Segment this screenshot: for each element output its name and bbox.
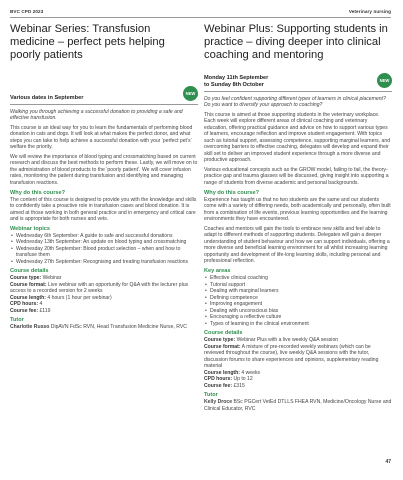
detail-key: Course format: [204,343,241,350]
detail-key: CPD hours: [204,376,233,383]
detail-key: Course type: [204,337,236,344]
intro: Do you feel confident supporting different types of learners in clinical placement? Do you want to diversify your approach to coaching? [204,95,386,109]
header-left: BVC CPD 2023 [10,9,44,14]
detail-key: Course length: [10,294,46,301]
list-item: • Wednesday 20th September: Blood product selection – when and how to transfuse them [16,246,198,259]
key-areas-list [204,275,392,327]
course-details [204,337,392,389]
section-heading: Webinar topics [10,225,50,232]
tutor-credentials: DipAVN FdSc RVN, Head Transfusion Medicine Nurse, RVC [49,324,187,331]
section-heading: Key areas [204,268,231,275]
new-badge: NEW [377,73,392,88]
detail-value: 4 hours (1 hour per webinar) [47,294,112,301]
course-body [204,96,392,412]
detail-value: Up to 12 [233,376,253,383]
tutor [10,324,198,331]
course-date [204,75,268,88]
intro: Walking you through achieving a successful donation to providing a safe and effective transfusion. [10,108,183,122]
course-title: Webinar Series: Transfusion medicine – perfect pets helping poorly patients [10,23,165,62]
tutor [204,399,392,412]
section-heading: Why do this course? [10,189,66,196]
course-title: Webinar Plus: Supporting students in practice – diving deeper into clinical coaching and mentoring [204,23,388,62]
list-item: • Defining competence [210,295,392,302]
detail-key: Course format: [10,281,47,288]
section-heading: Tutor [10,317,24,324]
detail-key: CPD hours: [10,301,39,308]
paragraph: We will review the importance of blood typing and crossmatching based on current research and discuss the best methods to perform these. Lastly, we will move on to the administration of blood products to the ‘poorly patient’. We will cover infusion rates, monitoring the patient during transfusion and identifying and managing transfusion reactions. [10,153,198,186]
detail-value: 4 [39,301,43,308]
date-line: to Sunday 8th October [204,82,264,89]
tutor-name: Kelly Droce [204,399,233,406]
detail-value: £119 [39,307,51,314]
paragraph: This course is aimed at those supporting students in the veterinary workplace. Each week will explore different areas of clinical coaching and veterinary education, offering practical guidance and advice on how to support various types of learners, encourage reflection and improve student engagement. With topics such as tutorial support, assessing competence, supporting marginal learners, and overcoming barriers to effective coaching, delegates will develop and expand their skill set to deliver an improved student experience through a more diverse and productive approach. [204,111,391,164]
list-item: • Dealing with unconscious bias [210,308,392,315]
tutor-credentials: BSc PGCert VetEd DTLLS FHEA RVN, Medicine/Oncology Nurse and Clinical Educator, RVC [204,399,392,412]
detail-value: £315 [233,382,245,389]
course-body [10,109,198,331]
detail-key: Course length: [204,369,240,376]
paragraph: Various educational concepts such as the GROW model, failing to fail, the theory-practice gap and trauma glasses will be discussed, giving insight into supporting a range of students from diverse academic and personal backgrounds. [204,166,389,186]
paragraph: The content of this course is designed to provide you with the knowledge and skills to confidently take a proactive role in transfusion cases and blood donation. It is aimed at those working in both general practice and in emergency and critical care and is appropriate for both nurses and vets. [10,196,197,223]
list-item: • Effective clinical coaching [210,275,392,282]
course-details [10,275,198,314]
paragraph: Coaches and mentors will gain the tools to embrace new skills and feel able to adapt to different methods of supporting students. Delegates will gain a deeper understanding of student behaviour and how we can support individuals, offering a more diverse and beneficial learning environment for all whilst increasing learning opportunity and development of life-long learning skills, including personal and professional reflection. [204,225,390,265]
date-band [204,69,392,92]
detail-key: Course type: [10,275,42,282]
topic-list [10,233,198,266]
list-item: • Dealing with marginal learners [210,288,392,295]
detail-key: Course fee: [10,307,39,314]
page-number: 47 [385,459,391,465]
detail-value: Webinar [42,275,62,282]
detail-value: A mixture of pre-recorded weekly webinars (which can be reviewed throughout the course), live weekly Q&A sessions with the tutor, discussion forums to share experiences and opinions, supplementary reading material [204,343,379,370]
section-heading: Tutor [204,392,218,399]
list-item: • Types of learning in the clinical environment [210,321,392,328]
list-item: • Wednesday 13th September: An update on blood typing and crossmatching [16,239,198,246]
list-item: • Wednesday 27th September: Recognising and treating transfusion reactions [16,259,198,266]
tutor-name: Charlotte Russo [10,324,50,331]
header-rule [10,17,391,18]
course-date: Various dates in September [10,95,84,102]
section-heading: Why do this course? [204,189,260,196]
detail-value: Webinar Plus with a live weekly Q&A session [236,337,339,344]
detail-key: Course fee: [204,382,233,389]
list-item: • Wednesday 6th September: A guide to safe and successful donations [16,233,198,240]
list-item: • Encouraging a reflective culture [210,314,392,321]
date-line: Monday 11th September [204,75,269,82]
section-heading: Course details [10,268,49,275]
list-item: • Tutorial support [210,282,392,289]
detail-value: 4 weeks [241,369,261,376]
paragraph: This course is an ideal way for you to learn the fundamentals of performing blood donation in cats and dogs. It will look at what makes the perfect donor, and what steps you can take to help achieve a successful donation with your ‘perfect pet’s’ welfare the priority. [10,124,193,151]
new-badge: NEW [183,86,198,101]
right-column [204,23,392,415]
list-item: • Improving engagement [210,301,392,308]
section-heading: Course details [204,330,243,337]
detail-value: Live webinar with an opportunity for Q&A with the lecturer plus access to a recorded version for 2 weeks [10,281,189,295]
paragraph: Experience has taught us that no two students are the same and our students come with a variety of differing needs, both academically and personally, often built from a combination of life events, previous learning opportunities and the learning environments they have encountered. [204,196,391,223]
left-column [10,23,198,334]
date-band [10,83,198,105]
header-right: Veterinary nursing [348,9,391,14]
